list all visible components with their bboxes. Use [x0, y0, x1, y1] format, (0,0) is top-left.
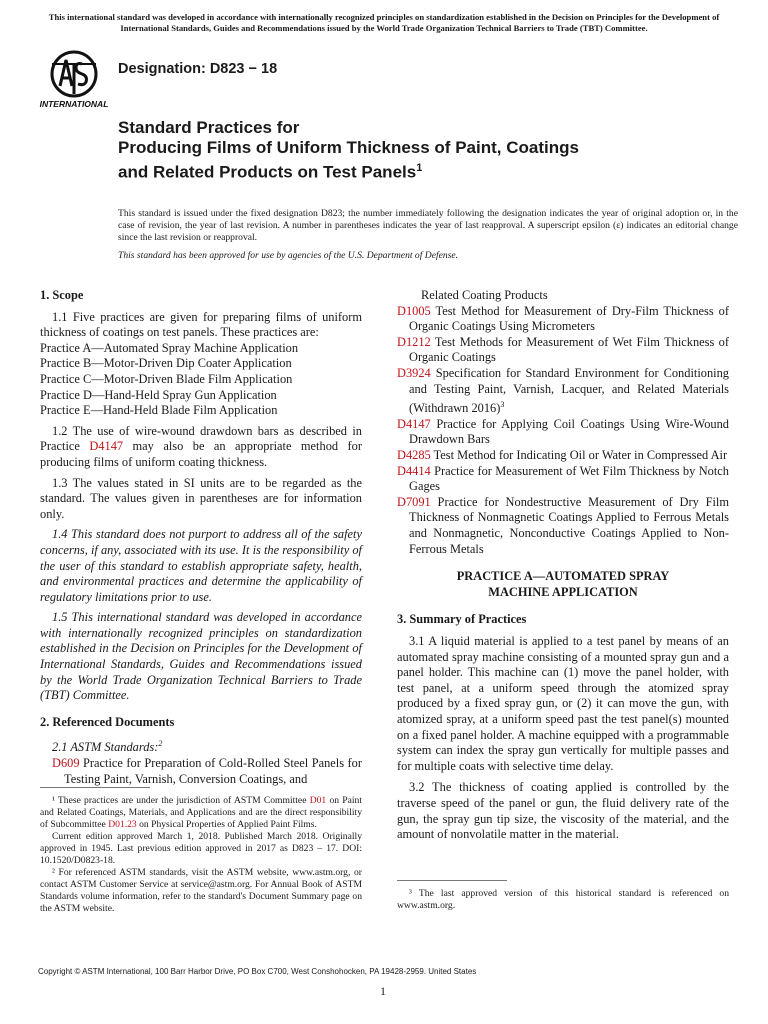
ref-d4147 [397, 417, 729, 448]
dod-approval-statement: This standard has been approved for use by agencies of the U.S. Department of Defense. [118, 250, 459, 261]
title-line-3 [118, 158, 718, 183]
d4147-text: Practice for Applying Coil Coatings Using Wire-Wound Drawdown Bars [409, 416, 729, 447]
ref-d4285 [397, 448, 729, 464]
logo-text: INTERNATIONAL [39, 99, 109, 109]
d609-text: Practice for Preparation of Cold-Rolled Steel Panels for Testing Paint, Varnish, Conversion Coatings, and [64, 756, 362, 786]
title-line-3-text: and Related Products on Test Panels [118, 162, 417, 182]
astm-standards-label: 2.1 ASTM Standards: [52, 740, 159, 755]
d4147-ref-link[interactable]: D4147 [397, 416, 431, 431]
practice-list [40, 341, 362, 419]
left-column [40, 288, 362, 787]
footnote-2: ² For referenced ASTM standards, visit the ASTM website, www.astm.org, or contact ASTM Customer Service at service@astm.org. For Annual Book of ASTM Standards volume information, refer to the standard's Document Summary page on the ASTM website. [40, 867, 362, 914]
page-title [118, 118, 718, 183]
title-line-1: Standard Practices for [118, 118, 300, 137]
footnote-1-edition: Current edition approved March 1, 2018. Published March 2018. Originally approved in 1945. Last previous edition approved in 2017 as D823 – 17. DOI: 10.1520/D0823-18. [40, 831, 362, 866]
d7091-text: Practice for Nondestructive Measurement of Dry Film Thickness of Nonmagnetic Coatings Applied to Ferrous Metals and Nonmagnetic, Nonconductive Coatings Applied to Non-Ferrous Metals [409, 494, 729, 556]
practice-item: Practice B—Motor-Driven Dip Coater Application [40, 356, 292, 371]
summary-3-1: 3.1 A liquid material is applied to a test panel by means of an automated spray machine consisting of a mounted spray gun and a panel holder. This machine can (1) move the panel holder, with test panel, at a uniform speed through the atomized spray produced by a fixed spray gun, or (2) it can move the gun, with atomized spray, at a uniform speed past the test panel(s) mounted on a fixed panel holder. A machine equipped with a programmable system can index the spray gun vertically for multiple passes and for multiple coats with selective time delay. [397, 634, 729, 773]
scope-1-2-pre: 1.2 The use of wire-wound drawdown bars as described in Practice [40, 423, 362, 454]
scope-1-2-post: may also be an appropriate method for producing films of uniform coating thickness. [40, 439, 362, 469]
footnote-divider [40, 787, 150, 788]
right-column [397, 288, 729, 843]
d4414-link[interactable]: D4414 [397, 463, 431, 478]
footnote-1-text-c: on Physical Properties of Applied Paint Films. [136, 819, 317, 830]
ref-d1212 [397, 335, 729, 366]
practice-item: Practice D—Hand-Held Spray Gun Application [40, 387, 277, 402]
d3924-text: Specification for Standard Environment for Conditioning and Testing Paint, Varnish, Lacquer, and Related Materials (Withdrawn 2016) [409, 365, 729, 416]
d7091-link[interactable]: D7091 [397, 494, 431, 509]
astm-standards-sup: 2 [158, 739, 163, 749]
d1005-link[interactable]: D1005 [397, 303, 431, 318]
astm-logo [38, 50, 110, 110]
summary-heading: 3. Summary of Practices [397, 612, 527, 627]
scope-1-3: 1.3 The values stated in SI units are to be regarded as the standard. The values given in parentheses are for information only. [40, 475, 362, 521]
scope-1-2 [40, 424, 362, 471]
scope-heading: 1. Scope [40, 288, 84, 302]
d4414-text: Practice for Measurement of Wet Film Thickness by Notch Gages [409, 463, 729, 494]
ref-d4414 [397, 464, 729, 495]
d4285-link[interactable]: D4285 [397, 448, 431, 463]
issued-statement: This standard is issued under the fixed designation D823; the number immediately following the designation indicates the year of original adoption or, in the case of revision, the year of last revision. A number in parentheses indicates the year of last reapproval. A superscript epsilon (ε) indicates an editorial change since the last revision or reapproval. [118, 208, 738, 244]
d01-link[interactable]: D01 [309, 795, 327, 806]
astm-logo-icon [38, 50, 110, 110]
footnote-1-text-a: ¹ These practices are under the jurisdiction of ASTM Committee [52, 795, 310, 806]
designation: Designation: D823 − 18 [118, 61, 278, 77]
scope-1-5: 1.5 This international standard was developed in accordance with internationally recognized principles on standardization established in the Decision on Principles for the Development of International Standards, Guides and Recommendations issued by the World Trade Organization Technical Barriers to Trade (TBT) Committee. [40, 610, 362, 703]
footnote-divider-right [397, 880, 507, 881]
footnote-1 [40, 795, 362, 831]
ref-d7091 [397, 495, 729, 557]
d3924-sup: 3 [500, 400, 505, 410]
d1212-text: Test Methods for Measurement of Wet Film Thickness of Organic Coatings [409, 334, 729, 365]
d4147-link[interactable]: D4147 [89, 439, 124, 454]
copyright-line: Copyright © ASTM International, 100 Barr Harbor Drive, PO Box C700, West Conshohocken, PA 19428-2959. United States [38, 967, 477, 976]
ref-d3924 [397, 366, 729, 417]
d609-continuation: Related Coating Products [421, 288, 548, 302]
left-footnotes [40, 795, 362, 915]
d1005-text: Test Method for Measurement of Dry-Film Thickness of Organic Coatings Using Micrometers [409, 303, 729, 334]
practice-item: Practice E—Hand-Held Blade Film Application [40, 403, 278, 418]
d3924-link[interactable]: D3924 [397, 365, 431, 380]
referenced-heading: 2. Referenced Documents [40, 714, 175, 729]
practice-item: Practice A—Automated Spray Machine Application [40, 340, 299, 355]
scope-1-1: 1.1 Five practices are given for preparing films of uniform thickness of coatings on test panels. These practices are: [40, 309, 362, 340]
scope-1-4: 1.4 This standard does not purport to address all of the safety concerns, if any, associated with its use. It is the responsibility of the user of this standard to establish appropriate safety, health, and environmental practices and determine the applicability of regulatory limitations prior to use. [40, 527, 362, 604]
title-line-2: Producing Films of Uniform Thickness of Paint, Coatings [118, 138, 579, 157]
standard-notice: This international standard was developed in accordance with internationally recognized principles on standardization established in the Decision on Principles for the Development of International Standards, Guides and Recommendations issued by the World Trade Organization Technical Barriers to Trade (TBT) Committee. [48, 12, 720, 33]
title-footnote-mark: 1 [416, 162, 423, 174]
astm-standards-sub [40, 736, 362, 756]
d01-23-link[interactable]: D01.23 [108, 819, 137, 830]
d4285-text: Test Method for Indicating Oil or Water in Compressed Air [430, 448, 728, 463]
page-number: 1 [380, 984, 386, 998]
practice-item: Practice C—Motor-Driven Blade Film Application [40, 371, 293, 386]
right-footnotes [397, 888, 729, 912]
footnote-3: ³ The last approved version of this historical standard is referenced on www.astm.org. [397, 888, 729, 911]
footnote-1-text-b: on Paint and Related Coatings, Materials, and Applications and are the direct responsibility of Subcommittee [40, 795, 362, 830]
summary-3-2: 3.2 The thickness of coating applied is controlled by the traverse speed of the panel or gun, the fluid delivery rate of the gun, the spray gun tip size, the viscosity of the material, and the amount of nonvolatile matter in the material. [397, 780, 729, 842]
ref-d609 [40, 756, 362, 787]
ref-d1005 [397, 304, 729, 335]
d609-link[interactable]: D609 [52, 756, 80, 771]
practice-a-heading: PRACTICE A—AUTOMATED SPRAY MACHINE APPLICATION [456, 569, 670, 599]
d1212-link[interactable]: D1212 [397, 334, 431, 349]
